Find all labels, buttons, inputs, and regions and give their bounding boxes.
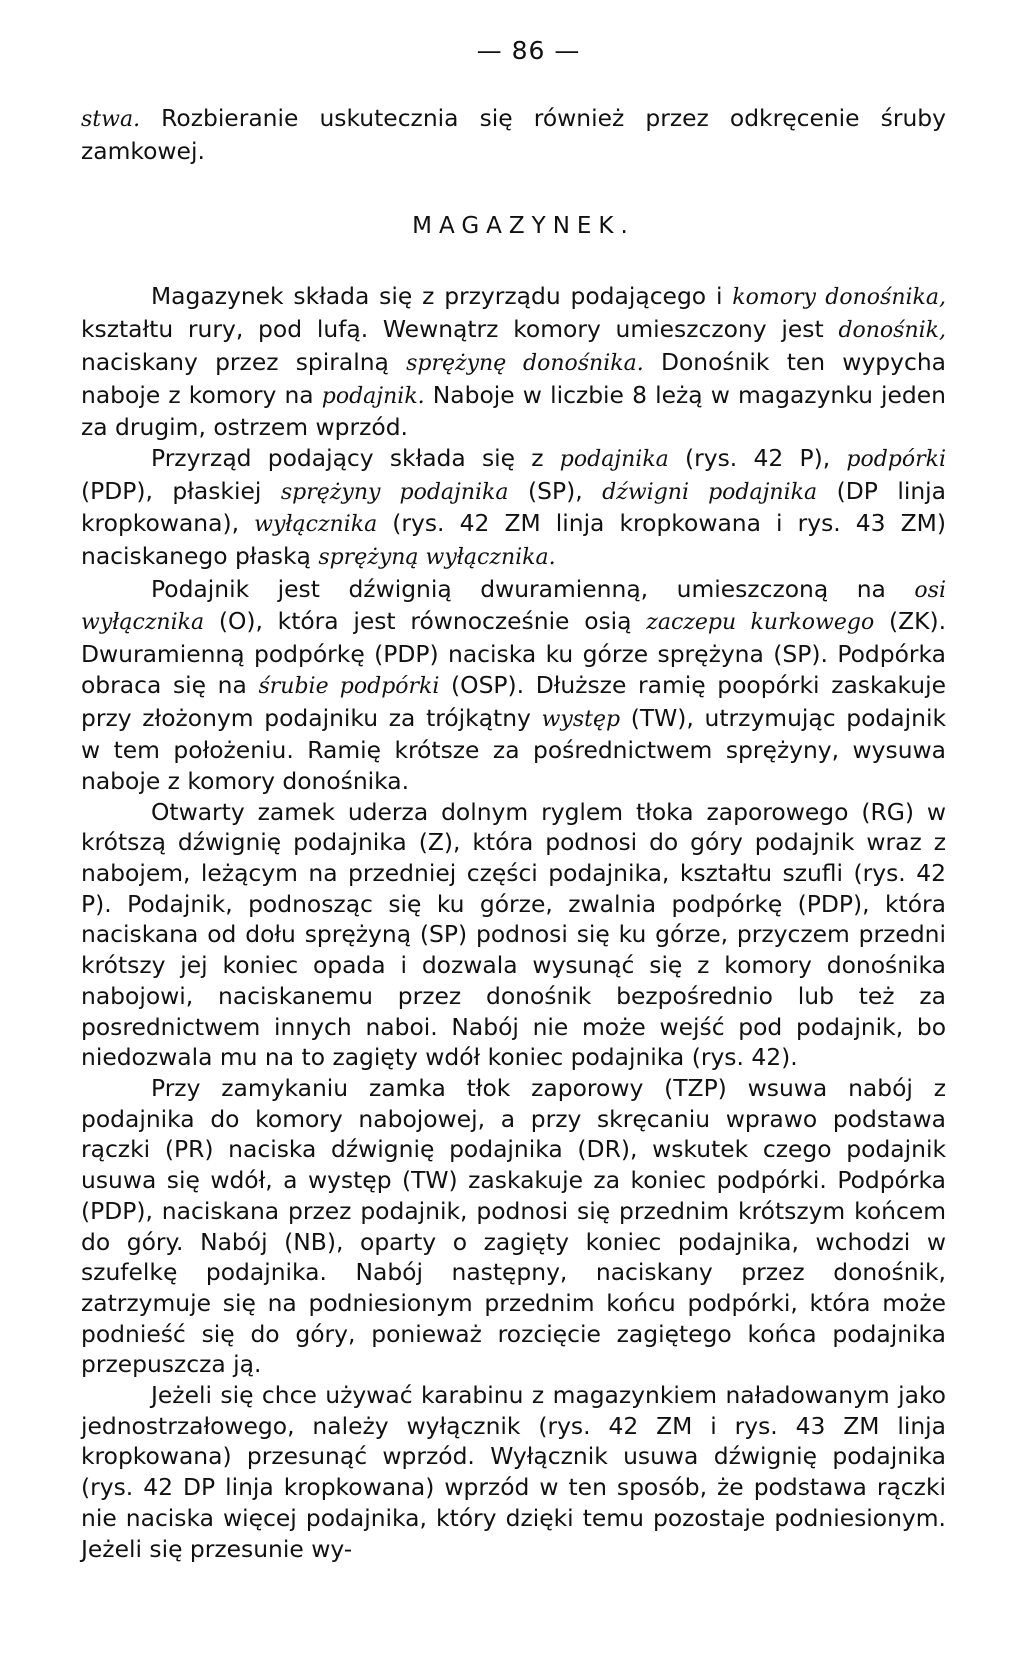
- italic-term: wyłącznika: [254, 512, 378, 538]
- italic-term: donośnik,: [838, 318, 946, 344]
- italic-term: podajnika: [559, 446, 669, 472]
- italic-term: występ: [541, 706, 621, 732]
- text-run: Rozbieranie uskutecznia się również przez odkręcenie śruby zamkowej.: [81, 104, 946, 165]
- italic-term: podpórki: [846, 446, 946, 472]
- text-run: (rys. 42 P),: [668, 443, 847, 472]
- paragraph-2: [81, 443, 946, 574]
- paragraph-6: [81, 1380, 946, 1564]
- text-run: Podajnik jest dźwignią dwuramienną, umieszczoną na: [151, 574, 915, 603]
- text-run: (TW), utrzymując podajnik w tem położeniu. Ramię krótsze za pośrednictwem sprężyny, wysuwa naboje z komory donośnika.: [81, 703, 946, 795]
- text-run: (PDP), płaskiej: [81, 476, 281, 505]
- text-run: (OSP). Dłuższe ramię poopórki zaskakuje przy złożonym podajniku za trójkątny: [81, 670, 947, 732]
- page-number: — 86 —: [476, 36, 581, 65]
- text-run: (rys. 42 ZM linja kropkowana i rys. 43 ZM) naciskanego płaską: [81, 509, 946, 571]
- italic-term: podajnik.: [321, 383, 425, 409]
- text-run: Donośnik ten wypycha naboje z komory na: [81, 347, 946, 409]
- text-run: Przy zamykaniu zamka tłok zaporowy (TZP) wsuwa nabój z podajnika do komory nabojowej, a przy skręcaniu wprawo podstawa rączki (PR) naciska dźwignię podajnika (DR), wskutek czego podajnik usuwa się wdół, a występ (TW) zaskakuje za koniec podpórki. Podpórka (PDP), naciskana przez podajnik, podnosi się przednim krótszym końcem do góry. Nabój (NB), oparty o zagięty koniec podajnika, wchodzi w szufelkę podajnika. Nabój następny, naciskany przez donośnik, zatrzymuje się na podniesionym przednim końcu podpórki, która może podnieść się do góry, ponieważ rozcięcie zagiętego końca podajnika przepuszcza ją.: [81, 1073, 946, 1379]
- italic-term: sprężynę donośnika.: [406, 350, 644, 376]
- italic-term: osi wyłącznika: [81, 577, 946, 636]
- text-run: Otwarty zamek uderza dolnym ryglem tłoka zaporowego (RG) w krótszą dźwignię podajnika (Z), która podnosi do góry podajnik wraz z nabojem, leżącym na przedniej części podajnika, kształtu szufli (rys. 42 P). Podajnik, podnosząc się ku górze, zwalnia podpórkę (PDP), która naciskana od dołu sprężyną (SP) podnosi się ku górze, przyczem przedni krótszy jej koniec opada i dozwala wysunąć się z komory donośnika nabojowi, naciskanemu przez donośnik bezpośrednio lub też za posrednictwem innych naboi. Nabój nie może wejść pod podajnik, bo niedozwala mu na to zagięty wdół koniec podajnika (rys. 42).: [81, 797, 946, 1072]
- italic-term: sprężyną wyłącznika.: [318, 545, 556, 571]
- text-run: (DP linja kropkowana),: [81, 476, 946, 538]
- italic-term: sprężyny podajnika: [280, 479, 509, 505]
- text-run: Magazynek składa się z przyrządu podającego i: [151, 282, 733, 311]
- italic-term: zaczepu kurkowego: [646, 610, 875, 636]
- italic-term: dźwigni podajnika: [602, 479, 818, 505]
- italic-term: stwa.: [81, 107, 141, 132]
- italic-term: komory donośnika,: [732, 285, 946, 311]
- text-run: naciskany przez spiralną: [81, 347, 407, 376]
- text-run: Naboje w liczbie 8 leżą w magazynku jeden za drugim, ostrzem wprzód.: [81, 380, 946, 442]
- text-run: Przyrząd podający składa się z: [151, 443, 560, 472]
- text-run: (SP),: [508, 476, 603, 505]
- section-heading: MAGAZYNEK.: [412, 213, 635, 240]
- text-run: (ZK). Dwuramienną podpórkę (PDP) naciska ku górze sprężyna (SP). Podpórka obraca się na: [81, 607, 947, 699]
- italic-term: śrubie podpórki: [258, 673, 440, 699]
- paragraph-0: [81, 103, 946, 166]
- paragraph-5: [81, 1073, 946, 1380]
- paragraph-3: [81, 574, 946, 797]
- paragraph-1: [81, 281, 946, 443]
- paragraph-4: [81, 797, 946, 1073]
- text-run: (O), która jest równocześnie osią: [204, 607, 647, 636]
- text-run: kształtu rury, pod lufą. Wewnątrz komory umieszczony jest: [81, 315, 839, 344]
- text-run: Jeżeli się chce używać karabinu z magazynkiem naładowanym jako jednostrzałowego, należy wyłącznik (rys. 42 ZM i rys. 43 ZM linja kropkowana) przesunąć wprzód. Wyłącznik usuwa dźwignię podajnika (rys. 42 DP linja kropkowana) wprzód w ten sposób, że podstawa rączki nie naciska więcej podajnika, który dzięki temu pozostaje podniesionym. Jeżeli się przesunie wy-: [81, 1381, 946, 1563]
